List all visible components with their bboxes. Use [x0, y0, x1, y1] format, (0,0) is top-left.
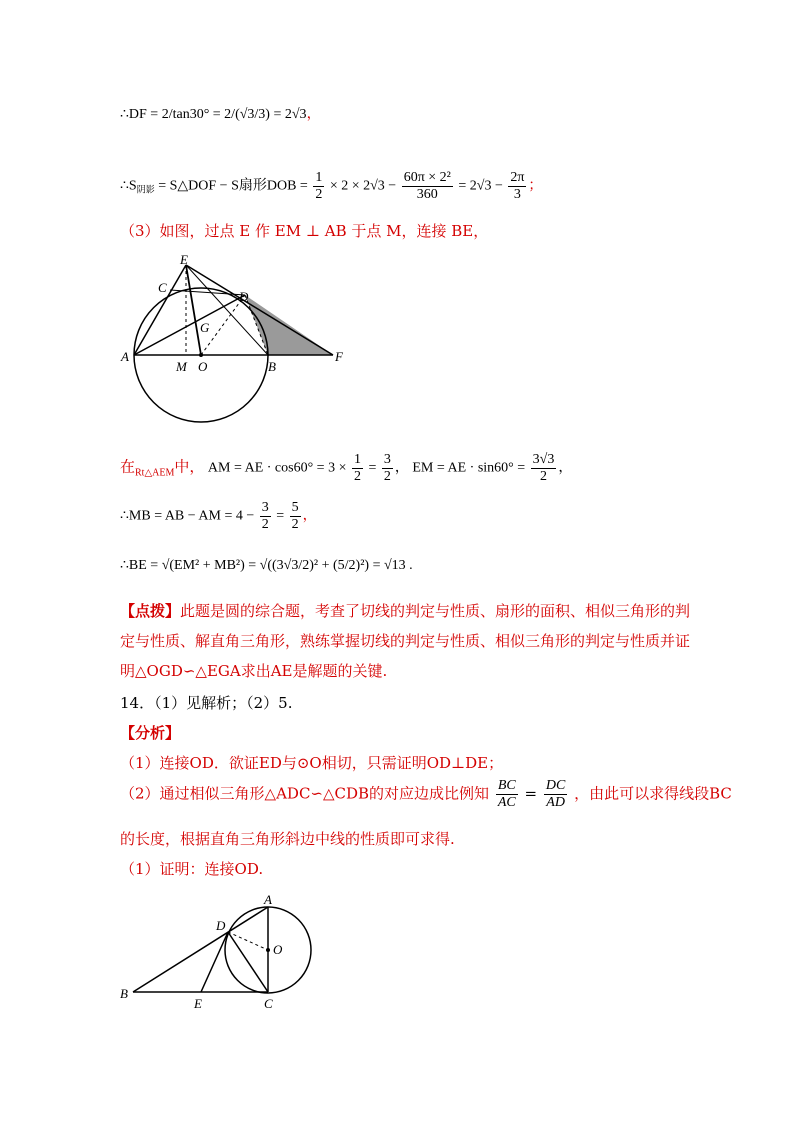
- figure-right-triangle: [118, 888, 318, 1013]
- df-comma: ，: [306, 107, 321, 122]
- df-line: [120, 103, 321, 123]
- frac-mb-sub: $\frac{3}{2}$: [261, 500, 269, 532]
- dianbo-paragraph: [120, 596, 700, 686]
- label2-a: A: [264, 892, 272, 907]
- frac-em-result: $\frac{3√3}{2}$: [532, 452, 555, 484]
- part3-line: （3）如图，过点 E 作 EM ⊥ AB 于点 M，连接 BE，: [120, 222, 489, 240]
- point-o2: [266, 948, 270, 952]
- line-ba: [133, 907, 268, 992]
- figure-circle-tangent: [118, 250, 358, 430]
- frac-am-result: $\frac{3}{2}$: [383, 452, 391, 484]
- label2-e: E: [194, 996, 202, 1011]
- fenxi-3: 的长度，根据直角三角形斜边中线的性质即可求得.: [120, 830, 455, 848]
- rt-line: 在$_{Rt\triangle AEM}$中， AM = AE · cos60° = 3 × $\frac{1}{2}$ = $\frac{3}{2}$ ， EM = AE · sin60° = $\frac{3√3}{2}$ ，: [120, 452, 573, 484]
- dianbo-label: 【点拨】: [120, 602, 181, 620]
- rt-mid: 中，: [174, 457, 205, 476]
- area-tail: = 2√3 −: [458, 178, 503, 194]
- frac-mb-result: $\frac{5}{2}$: [291, 500, 299, 532]
- label2-c: C: [264, 996, 273, 1011]
- label2-d: D: [216, 918, 226, 933]
- fenxi-2a: （2）通过相似三角形△ADC∽△CDB的对应边成比例知: [120, 784, 490, 803]
- line-cd: [170, 290, 245, 295]
- frac-am-half: $\frac{1}{2}$: [353, 452, 361, 484]
- label-m: M: [176, 359, 187, 374]
- point-o: [199, 353, 203, 357]
- area-mid: = S△DOF − S扇形DOB =: [158, 178, 308, 194]
- area-rest: × 2 × 2√3 −: [329, 178, 400, 194]
- frac-bc-ac: $\frac{BC}{AC}$: [497, 778, 516, 810]
- frac-half: $\frac{1}{2}$: [315, 170, 323, 202]
- label-e: E: [180, 252, 188, 267]
- label-a: A: [121, 349, 129, 364]
- proof-line: （1）证明：连接OD.: [120, 860, 264, 878]
- label2-o: O: [273, 942, 283, 957]
- mb-line: ∴MB = AB − AM = 4 − $\frac{3}{2}$ = $\frac{5}{2}$ ，: [120, 500, 317, 532]
- line-ef: [186, 265, 333, 355]
- label-b: B: [268, 359, 276, 374]
- area-line: [120, 170, 542, 203]
- label-f: F: [335, 349, 343, 364]
- am-eq: =: [368, 460, 377, 476]
- area-subscript: 阴影: [136, 184, 155, 195]
- label2-b: B: [120, 986, 128, 1001]
- be-line: ∴BE = √(EM² + MB²) = √((3√3/2)² + (5/2)²) = √13 .: [120, 558, 413, 573]
- line-dc: [228, 932, 268, 992]
- fenxi-2b: ，由此可以求得线段BC: [574, 784, 732, 803]
- fenxi-2-line: （2）通过相似三角形△ADC∽△CDB的对应边成比例知 $\frac{BC}{AC}$ = $\frac{DC}{AD}$ ，由此可以求得线段BC: [120, 778, 732, 810]
- dianbo-text: 此题是圆的综合题，考查了切线的判定与性质、扇形的面积、相似三角形的判定与性质、解直角三角形，熟练掌握切线的判定与性质、相似三角形的判定与性质并证明△OGD∽△EGA求出AE是解题的关键.: [120, 602, 691, 680]
- frac-sector: $\frac{\text{60π × 2²}}{360}$: [403, 170, 451, 202]
- em-expr: EM = AE · sin60° =: [412, 460, 526, 476]
- mb-eq: =: [276, 508, 285, 524]
- rt-triangle: Rt△AEM: [135, 467, 175, 479]
- rt-prefix: 在: [120, 457, 136, 476]
- am-expr: AM = AE · cos60° = 3 ×: [207, 460, 347, 476]
- label-o: O: [198, 359, 208, 374]
- df-text: ∴DF = 2/tan30° = 2/(√3/3) = 2√3: [120, 107, 307, 122]
- q14-line: 14．（1）见解析；（2）5.: [120, 694, 293, 712]
- area-prefix: ∴S: [120, 178, 137, 194]
- label-g: G: [200, 320, 210, 335]
- label-c: C: [158, 280, 167, 295]
- fenxi-1: （1）连接OD．欲证ED与⊙O相切，只需证明OD⊥DE；: [120, 754, 504, 772]
- label-d: D: [239, 289, 249, 304]
- mb-expr: ∴MB = AB − AM = 4 −: [120, 508, 255, 524]
- frac-two-pi-three: $\frac{2\pi}{3}$: [510, 170, 525, 202]
- fenxi-label: 【分析】: [120, 724, 181, 742]
- area-end: ；: [528, 178, 543, 194]
- frac-dc-ad: $\frac{DC}{AD}$: [545, 778, 566, 810]
- shaded-region: [245, 295, 333, 355]
